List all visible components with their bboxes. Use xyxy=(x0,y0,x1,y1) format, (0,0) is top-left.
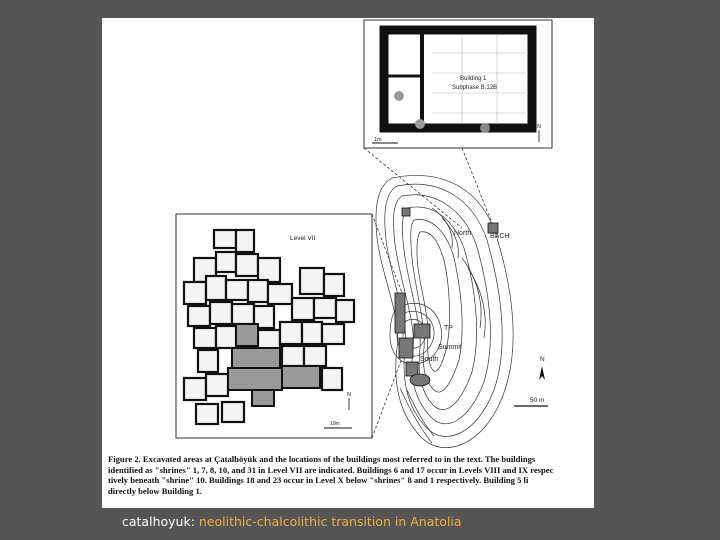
figure-caption: Figure 2. Excavated areas at Çatalhöyük and the locations of the buildings most referred to in the text. The buildings identified as "shrines" 1, 7, 8, 10, and 31 in Level VII are indicated. Buildings 6 and 17 occur in Levels VIII and IX respec tively beneath "shrine" 10. Buildings 18 and 23 occur in Level X below "shrines" 8 and 1 respectively. Building 5 li directly below Building 1. xyxy=(108,454,554,496)
leader-lines xyxy=(364,148,492,438)
site-scale-label: 50 m xyxy=(530,397,545,404)
site-labels xyxy=(420,230,548,406)
label-summit: Summit xyxy=(438,344,462,351)
caption-topic: neolithic-chalcolithic transition in Anatolia xyxy=(198,514,462,529)
site-plan-drawing xyxy=(102,18,594,508)
label-tp: TP xyxy=(444,325,453,332)
building-inset xyxy=(364,20,552,148)
north-arrow-icon xyxy=(539,366,545,380)
slide-caption xyxy=(122,514,462,529)
level-inset xyxy=(176,214,372,438)
building-north-label: N xyxy=(537,124,541,130)
building-scale-label: 1m xyxy=(374,137,382,143)
label-bach: BACH xyxy=(490,233,510,240)
level-scale-label: 10m xyxy=(330,421,340,427)
caption-site: catalhoyuk: xyxy=(122,514,195,529)
building-label-2: Subphase B.12B xyxy=(452,85,498,91)
level-title: Level VII xyxy=(290,235,316,242)
label-south: South xyxy=(420,356,439,363)
building-label-1: Building 1 xyxy=(460,76,487,82)
label-north: North xyxy=(454,230,472,237)
level-north-label: N xyxy=(347,392,351,398)
excavation-figure xyxy=(102,18,594,508)
site-north-label: N xyxy=(540,356,545,363)
